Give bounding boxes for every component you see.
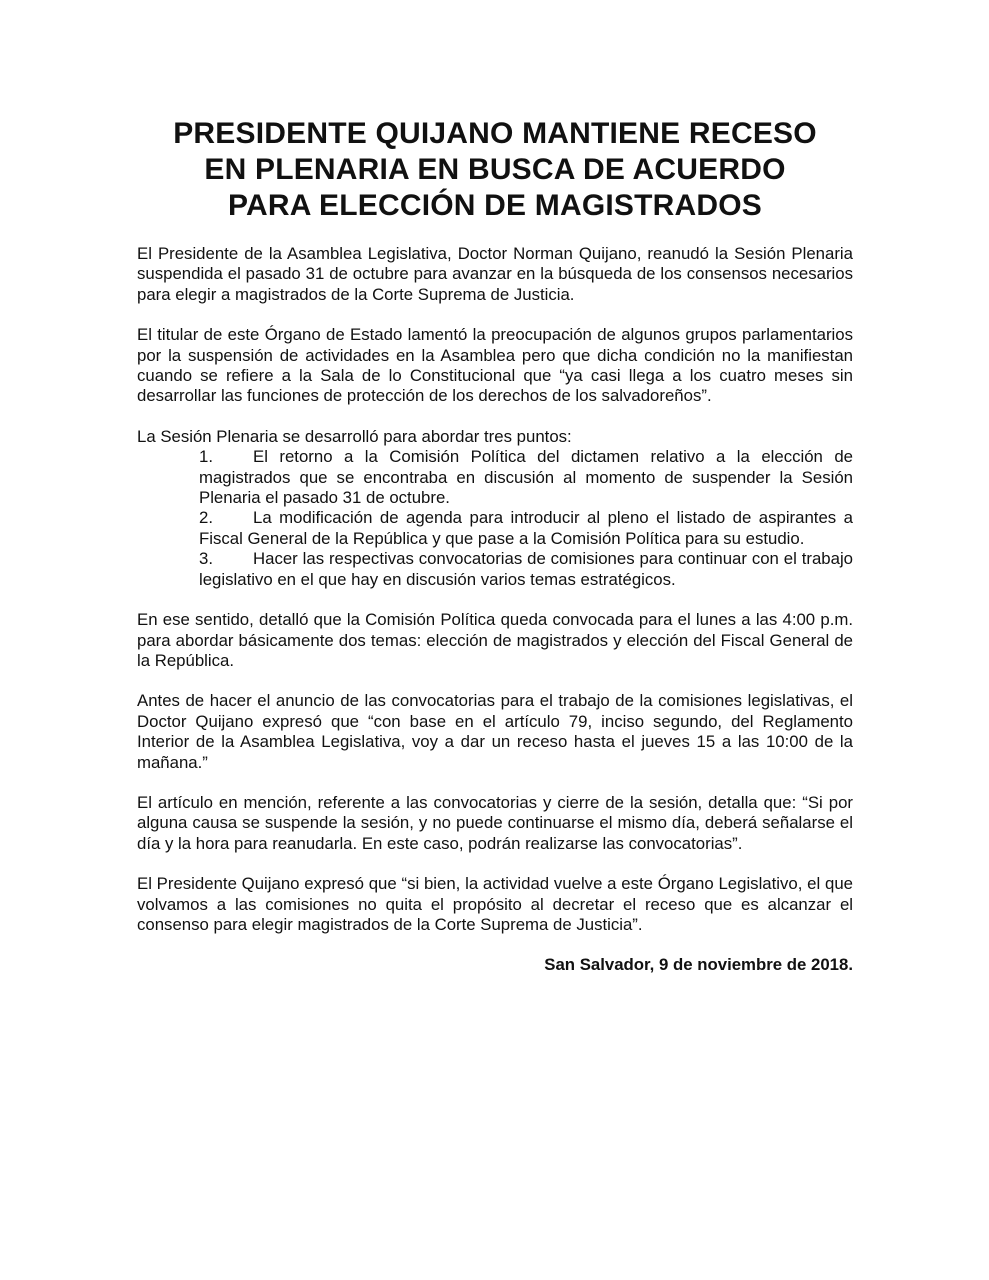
list-item — [137, 447, 853, 508]
list-item-text: La modificación de agenda para introducir al pleno el listado de aspirantes a Fiscal General de la República y que pase a la Comisión Política para su estudio. — [199, 508, 853, 548]
headline-line: EN PLENARIA EN BUSCA DE ACUERDO — [204, 153, 786, 186]
list-item-number: 1. — [199, 447, 213, 467]
list-item — [137, 549, 853, 590]
list-item-text: El retorno a la Comisión Política del dictamen relativo a la elección de magistrados que se encontraba en discusión al momento de suspender la Sesión Plenaria el pasado 31 de octubre. — [199, 447, 853, 508]
list-item — [137, 508, 853, 549]
dateline-signature: San Salvador, 9 de noviembre de 2018. — [544, 955, 853, 975]
list-intro: La Sesión Plenaria se desarrolló para abordar tres puntos: — [137, 426, 572, 446]
paragraph-preocupacion: El titular de este Órgano de Estado lamentó la preocupación de algunos grupos parlamentarios por la suspensión de actividades en la Asamblea pero que dicha condición no la manifiestan cuando se refiere a la Sala de lo Constitucional que “ya casi llega a los cuatro meses sin desarrollar las funciones de protección de los derechos de los salvadoreños”. — [137, 325, 853, 406]
press-release-page — [137, 116, 853, 976]
article-body — [137, 244, 853, 976]
list-item-number: 3. — [199, 549, 213, 569]
paragraph-proposito: El Presidente Quijano expresó que “si bien, la actividad vuelve a este Órgano Legislativo, el que volvamos a las comisiones no quita el propósito al decretar el receso que es alcanzar el consenso para elegir magistrados de la Corte Suprema de Justicia”. — [137, 874, 853, 934]
list-item-text: Hacer las respectivas convocatorias de comisiones para continuar con el trabajo legislativo en el que hay en discusión varios temas estratégicos. — [199, 549, 853, 589]
paragraph-articulo: El artículo en mención, referente a las convocatorias y cierre de la sesión, detalla que: “Si por alguna causa se suspende la sesión, y no puede continuarse el mismo día, deberá señalarse el día y la hora para reanudarla. En este caso, podrán realizarse las convocatorias”. — [137, 792, 853, 853]
paragraph-comision-politica: En ese sentido, detalló que la Comisión Política queda convocada para el lunes a las 4:00 p.m. para abordar básicamente dos temas: elección de magistrados y elección del Fiscal General de la República. — [137, 610, 853, 670]
paragraph-receso: Antes de hacer el anuncio de las convocatorias para el trabajo de la comisiones legislativas, el Doctor Quijano expresó que “con base en el artículo 79, inciso segundo, del Reglamento Interior de la Asamblea Legislativa, voy a dar un receso hasta el jueves 15 a las 10:00 de la mañana.” — [137, 691, 853, 772]
paragraph-reanudacion: El Presidente de la Asamblea Legislativa, Doctor Norman Quijano, reanudó la Sesión Plenaria suspendida el pasado 31 de octubre para avanzar en la búsqueda de los consensos necesarios para elegir a magistrados de la Corte Suprema de Justicia. — [137, 244, 853, 304]
headline-line: PARA ELECCIÓN DE MAGISTRADOS — [228, 189, 762, 222]
headline-line: PRESIDENTE QUIJANO MANTIENE RECESO — [173, 117, 817, 150]
agenda-points-list — [137, 447, 853, 590]
headline — [137, 116, 853, 224]
list-item-number: 2. — [199, 508, 213, 528]
